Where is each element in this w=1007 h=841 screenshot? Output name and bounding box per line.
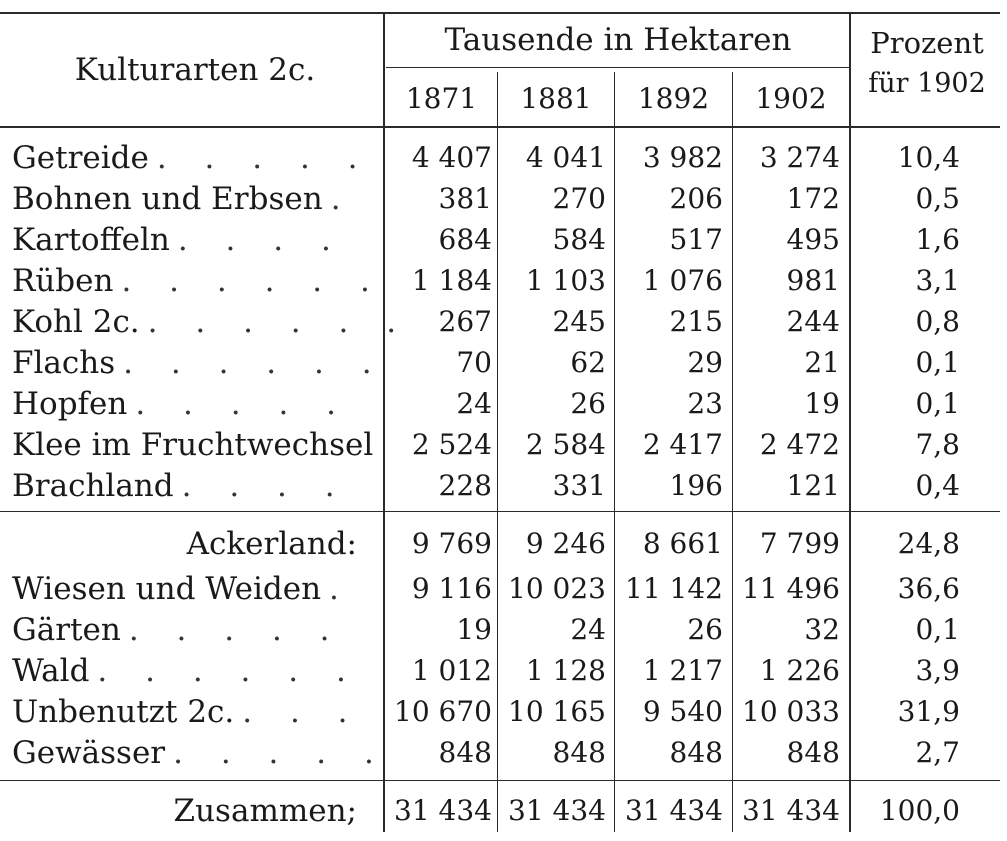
table-cell: 2 417 (642, 428, 723, 461)
table-cell: 848 (786, 736, 840, 769)
table-cell: 584 (552, 223, 606, 256)
leader-dots: . . . . . (156, 140, 372, 176)
table-cell: 10 670 (394, 695, 492, 728)
table-cell: 981 (786, 264, 840, 297)
year-header-1881: 1881 (520, 82, 592, 115)
row-label (12, 178, 372, 220)
stub-divider (383, 14, 385, 832)
percent-header-line1: Prozent (870, 26, 984, 60)
row-label (12, 732, 388, 774)
row-label-text: Ackerland: (186, 526, 357, 562)
percent-cell: 36,6 (897, 572, 960, 605)
table-cell: 1 076 (642, 264, 723, 297)
percent-cell: 100,0 (879, 794, 960, 827)
percent-cell: 0,1 (915, 346, 960, 379)
table-cell: 4 041 (525, 141, 606, 174)
table-cell: 31 434 (394, 794, 492, 827)
row-label-text: Kartoffeln (12, 222, 170, 258)
year-header-1902: 1902 (755, 82, 827, 115)
row-label (12, 137, 372, 179)
table-cell: 32 (804, 613, 840, 646)
table-cell: 23 (687, 387, 723, 420)
table-cell: 31 434 (625, 794, 723, 827)
table-cell: 11 142 (625, 572, 723, 605)
table-cell: 26 (687, 613, 723, 646)
percent-divider (849, 14, 851, 832)
leader-dots (373, 427, 381, 463)
percent-cell: 3,1 (915, 264, 960, 297)
percent-cell: 10,4 (897, 141, 960, 174)
table-cell: 848 (669, 736, 723, 769)
table-cell: 1 103 (525, 264, 606, 297)
table-cell: 10 023 (508, 572, 606, 605)
leader-dots: . . . . . (128, 612, 344, 648)
row-label-text: Unbenutzt 2c. (12, 694, 235, 730)
row-label-text: Rüben (12, 263, 114, 299)
table-cell: 21 (804, 346, 840, 379)
row-label (12, 650, 372, 692)
table-cell: 244 (786, 305, 840, 338)
row-label-text: Klee im Fruchtwechsel (12, 427, 374, 463)
table-cell: 196 (669, 469, 723, 502)
leader-dots: . . . . . . (147, 304, 411, 340)
table-cell: 29 (687, 346, 723, 379)
table-cell: 1 226 (759, 654, 840, 687)
table-cell: 31 434 (742, 794, 840, 827)
table-cell: 9 540 (642, 695, 723, 728)
row-label (12, 523, 357, 565)
table-cell: 270 (552, 182, 606, 215)
table-cell: 3 982 (642, 141, 723, 174)
table-cell: 11 496 (742, 572, 840, 605)
row-label-text: Gewässer (12, 735, 166, 771)
table-cell: 381 (438, 182, 492, 215)
percent-cell: 31,9 (897, 695, 960, 728)
leader-dots: . . . . (181, 468, 349, 504)
row-label-text: Hopfen (12, 386, 128, 422)
table-cell: 2 584 (525, 428, 606, 461)
row-label-text: Gärten (12, 612, 121, 648)
table-cell: 1 184 (411, 264, 492, 297)
year-header-1871: 1871 (405, 82, 478, 115)
col-divider-3 (732, 72, 733, 832)
table-cell: 245 (552, 305, 606, 338)
table-cell: 2 472 (759, 428, 840, 461)
percent-cell: 0,1 (915, 387, 960, 420)
table-cell: 26 (570, 387, 606, 420)
row-label-text: Wiesen und Weiden (12, 571, 322, 607)
table-cell: 10 033 (742, 695, 840, 728)
row-label (12, 301, 411, 343)
leader-dots: . . . . . . (123, 345, 386, 381)
table-cell: 3 274 (759, 141, 840, 174)
table-cell: 206 (669, 182, 723, 215)
percent-cell: 0,5 (915, 182, 960, 215)
row-label-text: Bohnen und Erbsen (12, 181, 323, 217)
row-label (12, 790, 357, 832)
table-cell: 24 (456, 387, 492, 420)
group-header: Tausende in Hektaren (444, 22, 792, 58)
table-cell: 19 (456, 613, 492, 646)
row-label (12, 691, 372, 733)
table-cell: 7 799 (759, 527, 840, 560)
table-cell: 331 (552, 469, 606, 502)
table-cell: 1 217 (642, 654, 723, 687)
percent-cell: 1,6 (915, 223, 960, 256)
leader-dots: . (329, 571, 353, 607)
percent-cell: 3,9 (915, 654, 960, 687)
table-cell: 121 (786, 469, 840, 502)
group-underline (386, 67, 850, 68)
table-cell: 19 (804, 387, 840, 420)
table-cell: 848 (552, 736, 606, 769)
row-label (12, 609, 372, 651)
row-label-text: Brachland (12, 468, 174, 504)
table-cell: 10 165 (508, 695, 606, 728)
table-cell: 1 012 (411, 654, 492, 687)
table-cell: 70 (456, 346, 492, 379)
row-label (12, 424, 372, 466)
leader-dots: . . . . . (173, 735, 388, 771)
table-cell: 62 (570, 346, 606, 379)
row-label-text: Zusammen; (173, 793, 357, 829)
row-label (12, 219, 372, 261)
table-cell: 9 769 (411, 527, 492, 560)
row-label-text: Wald (12, 653, 90, 689)
table-cell: 9 246 (525, 527, 606, 560)
year-header-1892: 1892 (637, 82, 710, 115)
table-cell: 1 128 (525, 654, 606, 687)
percent-cell: 0,1 (915, 613, 960, 646)
row-label-text: Getreide (12, 140, 149, 176)
table-cell: 24 (570, 613, 606, 646)
percent-cell: 2,7 (915, 736, 960, 769)
leader-dots: . . . . . . (121, 263, 384, 299)
row-label-text: Flachs (12, 345, 116, 381)
table-cell: 684 (438, 223, 492, 256)
col-divider-2 (614, 72, 615, 832)
leader-dots: . . . . (177, 222, 345, 258)
row-label (12, 465, 372, 507)
percent-cell: 24,8 (897, 527, 960, 560)
table-cell: 517 (669, 223, 723, 256)
row-label (12, 568, 372, 610)
leader-dots: . . . . . . (97, 653, 360, 689)
leader-dots: . . . (242, 694, 362, 730)
percent-cell: 7,8 (915, 428, 960, 461)
leader-dots: . . . . . (135, 386, 351, 422)
table-cell: 172 (786, 182, 840, 215)
table-cell: 9 116 (411, 572, 492, 605)
table-cell: 495 (786, 223, 840, 256)
row-label-text: Kohl 2c. (12, 304, 140, 340)
percent-cell: 0,4 (915, 469, 960, 502)
stub-header: Kulturarten 2c. (74, 52, 316, 88)
table-cell: 848 (438, 736, 492, 769)
table-cell: 4 407 (411, 141, 492, 174)
table-cell: 215 (669, 305, 723, 338)
leader-dots: . (330, 181, 355, 217)
col-divider-1 (497, 72, 498, 832)
table-cell: 228 (438, 469, 492, 502)
table-cell: 31 434 (508, 794, 606, 827)
row-label (12, 383, 372, 425)
percent-header-line2: für 1902 (868, 68, 986, 99)
table-cell: 267 (438, 305, 492, 338)
row-label (12, 342, 386, 384)
row-label (12, 260, 384, 302)
table-cell: 2 524 (411, 428, 492, 461)
table-cell: 8 661 (642, 527, 723, 560)
percent-cell: 0,8 (915, 305, 960, 338)
